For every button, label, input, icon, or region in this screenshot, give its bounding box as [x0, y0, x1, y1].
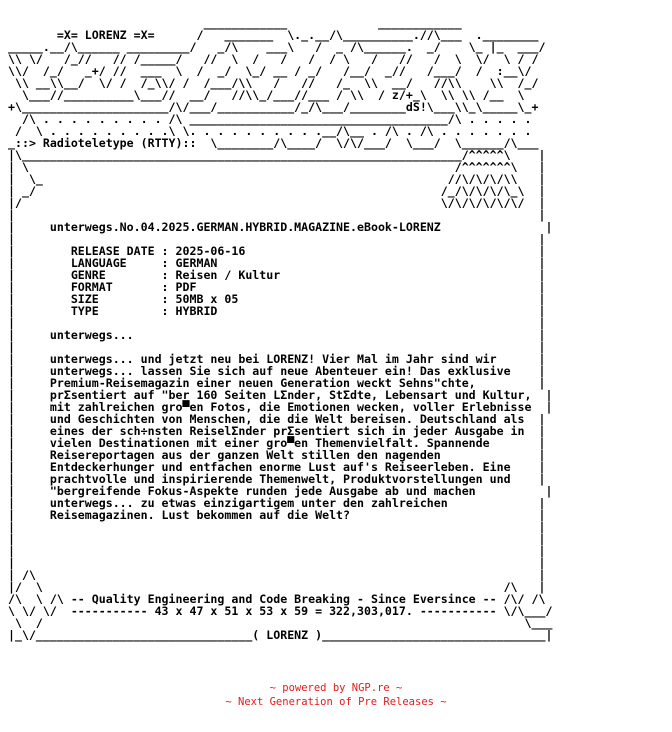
nfo-line: |_\/_______________________________( LORENZ )________________________________| — [8, 628, 553, 642]
nfo-line: \ \/ \/ ----------- 43 x 47 x 51 x 53 x 59 = 322,303,017. ----------- \/\___/ — [8, 604, 553, 618]
nfo-line: | GENRE : Reisen / Kultur | — [8, 268, 546, 282]
nfo-line: | Reisemagazinen. Lust bekommen auf die Welt? | — [8, 508, 546, 522]
nfo-line: | unterwegs... lassen Sie sich auf neue Abenteuer ein! Das exklusive | — [8, 364, 546, 378]
tagline-text: ~ Next Generation of Pre Releases ~ — [225, 696, 447, 708]
nfo-line: | und Geschichten von Menschen, die die Welt bereisen. Deutschland als | — [8, 412, 546, 426]
nfo-line: +\_____________________/\/___/___________/_/\___/________dS!\___\\_\_____\_+ — [8, 100, 539, 114]
nfo-line: _____.__/\______ _________/ _/\ ___\ / _ /\______. _/ \_ |_ ___/ — [8, 40, 546, 54]
nfo-line: | "bergreifende Fokus-Aspekte runden jede Ausgabe ab und machen | — [8, 484, 553, 498]
nfo-line: | unterwegs... und jetzt neu bei LORENZ! Vier Mal im Jahr sind wir | — [8, 352, 546, 366]
nfo-line: | \ /^^^^^^^\ | — [8, 160, 546, 174]
nfo-line: | \_ //\/\/\/\\ | — [8, 172, 546, 186]
nfo-line: | | — [8, 520, 546, 534]
nfo-line: | SIZE : 50MB x 05 | — [8, 292, 546, 306]
nfo-line: /\ . . . . . . . . . /\ _____________________________________/\ . . . . . — [8, 112, 532, 126]
nfo-line: / \ . . . . . . . . .\ \. . . . . . . . . .__/\__ . /\ . /\ . . . . . . . — [8, 124, 532, 138]
nfo-line: | /\ | — [8, 568, 546, 582]
nfo-line: | Premium-Reisemagazin einer neuen Generation weckt Sehns"chte, | — [8, 376, 546, 390]
nfo-line: | prΣsentiert auf "ber 160 Seiten LΣnder, StΣdte, Lebensart und Kultur, | — [8, 388, 553, 402]
nfo-line: |/ \/\/\/\/\/\/ | — [8, 196, 546, 210]
nfo-line: | _/ /_/\/\/\/\_\ | — [8, 184, 546, 198]
nfo-line: | vielen Destinationen mit einer gro▀en Themenvielfalt. Spannende | — [8, 436, 546, 450]
nfo-line: | RELEASE DATE : 2025-06-16 | — [8, 244, 546, 258]
nfo-line: | | — [8, 232, 546, 246]
nfo-line: | TYPE : HYBRID | — [8, 304, 546, 318]
nfo-line: \ / \___ — [8, 616, 553, 630]
nfo-line: =X= LORENZ =X= / _______ \._.__/\__________.//\___ .________ — [8, 28, 539, 42]
nfo-line: | LANGUAGE : GERMAN | — [8, 256, 546, 270]
nfo-line: \___//__________\___// __/ //\\_/___//___ / \\ / z/+_\ \\ \\ /__ \ — [8, 88, 525, 102]
nfo-line: | Reisereportagen aus der ganzen Welt stillen den nagenden | — [8, 448, 546, 462]
nfo-line: | | — [8, 316, 546, 330]
nfo-line: | | — [8, 556, 546, 570]
page-footer — [0, 681, 672, 709]
nfo-line: | FORMAT : PDF | — [8, 280, 546, 294]
nfo-line: | prachtvolle und inspirierende Themenwelt, Produktvorstellungen und | — [8, 472, 546, 486]
nfo-line: |\_______________________________________________________________/^^^^^\ | — [8, 148, 546, 162]
nfo-line: \\/ /_/ _+/ // ___ \ / _/ \_/ __ / _/ /__/ _// /___/ / :__\/ — [8, 64, 532, 78]
nfo-line: | mit zahlreichen gro▀en Fotos, die Emotionen wecken, voller Erlebnisse | — [8, 400, 553, 414]
nfo-line: _::> Radioteletype (RTTY):: \________/\____/ \/\/___/ \___/ \______/\___ — [8, 136, 539, 150]
nfo-line: \\ \/ /_// // /_____/ // \ / / / / \ / // / \ \/ \ / / — [8, 52, 539, 66]
nfo-line: | unterwegs... | — [8, 328, 546, 342]
nfo-line: | Entdeckerhunger und entfachen enorme Lust auf's Reiseerleben. Eine | — [8, 460, 546, 474]
nfo-line: /\ \ /\ -- Quality Engineering and Code Breaking - Since Eversince -- /\/ /\ — [8, 592, 546, 606]
nfo-line: |/ \ /\ | — [8, 580, 546, 594]
nfo-line: | | — [8, 532, 546, 546]
nfo-line: | eines der sch÷nsten ReiselΣnder prΣsentiert sich in jeder Ausgabe in | — [8, 424, 546, 438]
powered-by-link[interactable]: ~ powered by NGP.re ~ — [269, 682, 403, 694]
nfo-line: | | — [8, 544, 546, 558]
nfo-line: ____________ ____________ — [8, 16, 462, 30]
nfo-art-block — [8, 17, 552, 641]
nfo-line: | unterwegs... zu etwas einzigartigem unter den zahlreichen | — [8, 496, 546, 510]
nfo-line: | | — [8, 208, 546, 222]
nfo-line: \\ __\\__/ \/ / /_\\/ / /___/\\ / // /_ \\ __/ //\\ \\ /_/ — [8, 76, 539, 90]
nfo-line: | unterwegs.No.04.2025.GERMAN.HYBRID.MAGAZINE.eBook-LORENZ | — [8, 220, 553, 234]
nfo-line: | | — [8, 340, 546, 354]
